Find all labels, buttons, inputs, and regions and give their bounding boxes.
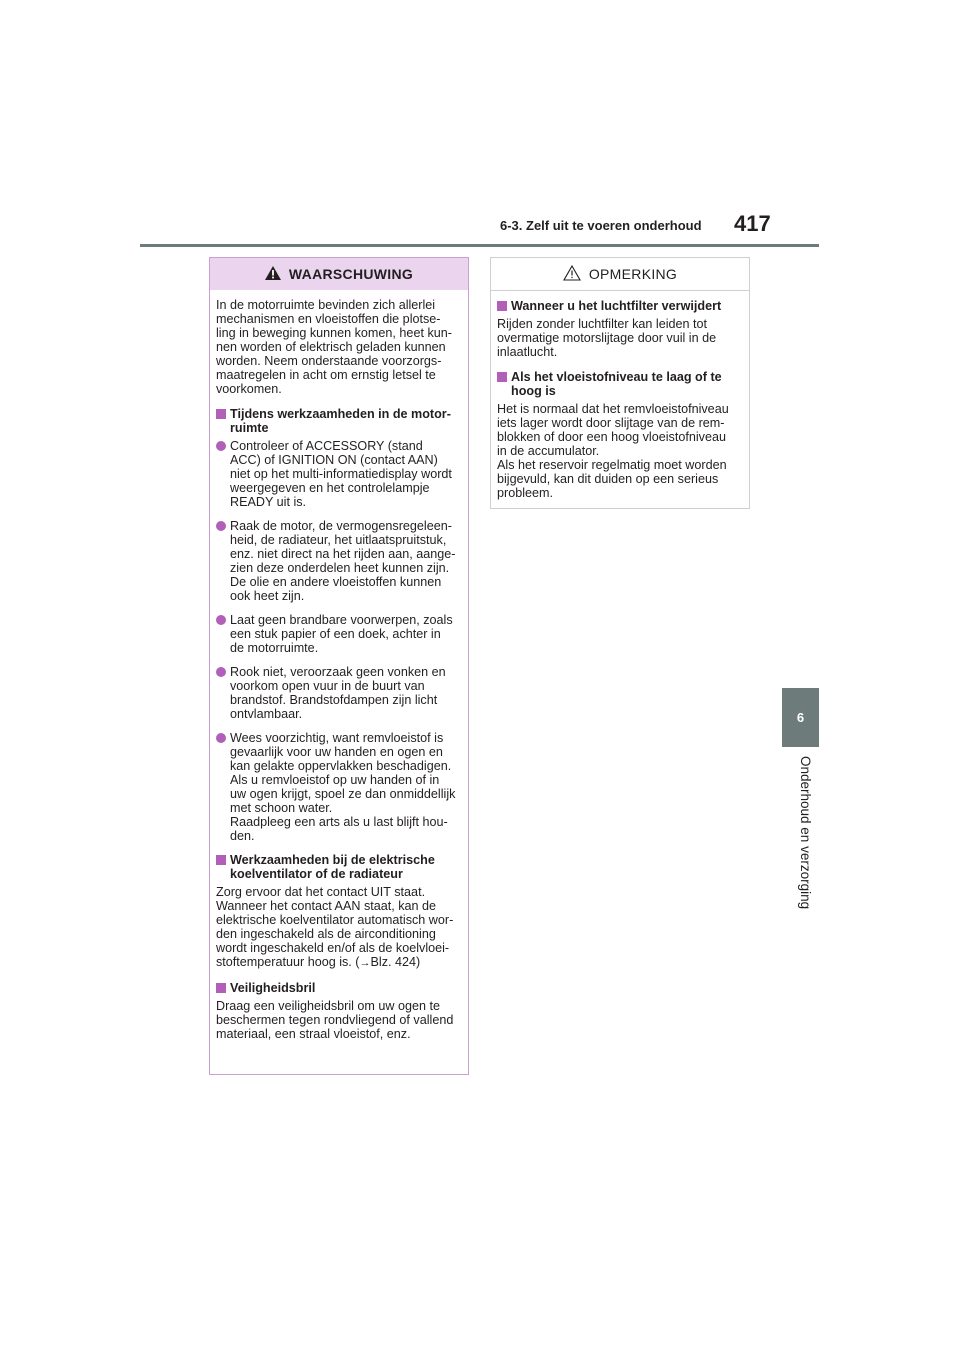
note-box — [490, 257, 750, 509]
list-item: Raak de motor, de vermogensregeleen- heid, de radiateur, het uitlaatspruitstuk, enz. niet direct na het rijden aan, aange- zien deze onderdelen heet kunnen zijn. De olie en andere vloeistoffen kunnen ook heet zijn. — [216, 519, 460, 603]
round-bullet-icon — [216, 733, 226, 743]
page-reference-arrow: → — [359, 957, 371, 969]
page-number: 417 — [734, 211, 771, 236]
warning-intro: In de motorruimte bevinden zich allerlei mechanismen en vloeistoffen die plotse- ling in beweging kunnen komen, heet kun- nen worden of elektrisch geladen kunnen worden. Neem onderstaande voorzorgs- maatregelen in acht om ernstig letsel te voorkomen. — [216, 298, 452, 396]
square-bullet-icon — [497, 301, 507, 311]
round-bullet-icon — [216, 615, 226, 625]
warning-section-heading: Werkzaamheden bij de elektrische koelventilator of de radiateur — [216, 853, 460, 881]
square-bullet-icon — [216, 409, 226, 419]
square-bullet-icon — [216, 983, 226, 993]
warning-box — [209, 257, 469, 1075]
note-section-text: Rijden zonder luchtfilter kan leiden tot overmatige motorslijtage door vuil in de inlaatlucht. — [497, 317, 717, 359]
note-body — [491, 291, 749, 500]
list-item: Controleer of ACCESSORY (stand ACC) of IGNITION ON (contact AAN) niet op het multi-informatiedisplay wordt weergegeven en het controlelampje READY uit is. — [216, 439, 460, 509]
note-header — [491, 258, 749, 291]
chapter-tab: 6 — [782, 688, 819, 747]
round-bullet-icon — [216, 521, 226, 531]
round-bullet-icon — [216, 441, 226, 451]
warning-section-text: Draag een veiligheidsbril om uw ogen te beschermen tegen rondvliegend of vallend materiaal, een straal vloeistof, enz. — [216, 999, 454, 1041]
note-section-heading: Als het vloeistofniveau te laag of te hoog is — [497, 370, 741, 398]
note-section-heading: Wanneer u het luchtfilter verwijdert — [497, 299, 741, 313]
list-item: Rook niet, veroorzaak geen vonken en voorkom open vuur in de buurt van brandstof. Brandstofdampen zijn licht ontvlambaar. — [216, 665, 460, 721]
list-item: Wees voorzichtig, want remvloeistof is gevaarlijk voor uw handen en ogen en kan gelakte oppervlakken beschadigen. Als u remvloeistof op uw handen of in uw ogen krijgt, spoel ze dan onmiddellijk met schoon water. Raadpleeg een arts als u last blijft hou- den. — [216, 731, 460, 843]
warning-section-heading: Tijdens werkzaamheden in de motor- ruimte — [216, 407, 460, 435]
square-bullet-icon — [216, 855, 226, 865]
warning-body — [210, 290, 468, 1041]
warning-section-heading: Veiligheidsbril — [216, 981, 460, 995]
list-item: Laat geen brandbare voorwerpen, zoals een stuk papier of een doek, achter in de motorruimte. — [216, 613, 460, 655]
warning-header — [210, 258, 468, 290]
chapter-label: Onderhoud en verzorging — [798, 756, 813, 910]
caution-triangle-outline-icon — [563, 265, 581, 284]
warning-triangle-icon — [265, 266, 281, 283]
section-title: 6-3. Zelf uit te voeren onderhoud — [500, 218, 702, 233]
round-bullet-icon — [216, 667, 226, 677]
square-bullet-icon — [497, 372, 507, 382]
warning-section-text: Zorg ervoor dat het contact UIT staat. Wanneer het contact AAN staat, kan de elektrische koelventilator automatisch wor- den ingeschakeld als de airconditioning wordt ingeschakeld en/of als de koelvloei- stoftemperatuur hoog is. (→Blz. 424) — [216, 885, 454, 969]
header-rule — [140, 244, 819, 247]
warning-title: WAARSCHUWING — [288, 266, 414, 282]
note-title: OPMERKING — [588, 266, 678, 282]
page-reference[interactable]: Blz. 424) — [370, 955, 421, 969]
note-section-text: Het is normaal dat het remvloeistofniveau iets lager wordt door slijtage van de rem- blokken of door een hoog vloeistofniveau in de accumulator. Als het reservoir regelmatig moet worden bijgevuld, kan dit duiden op een serieus probleem. — [497, 402, 729, 500]
